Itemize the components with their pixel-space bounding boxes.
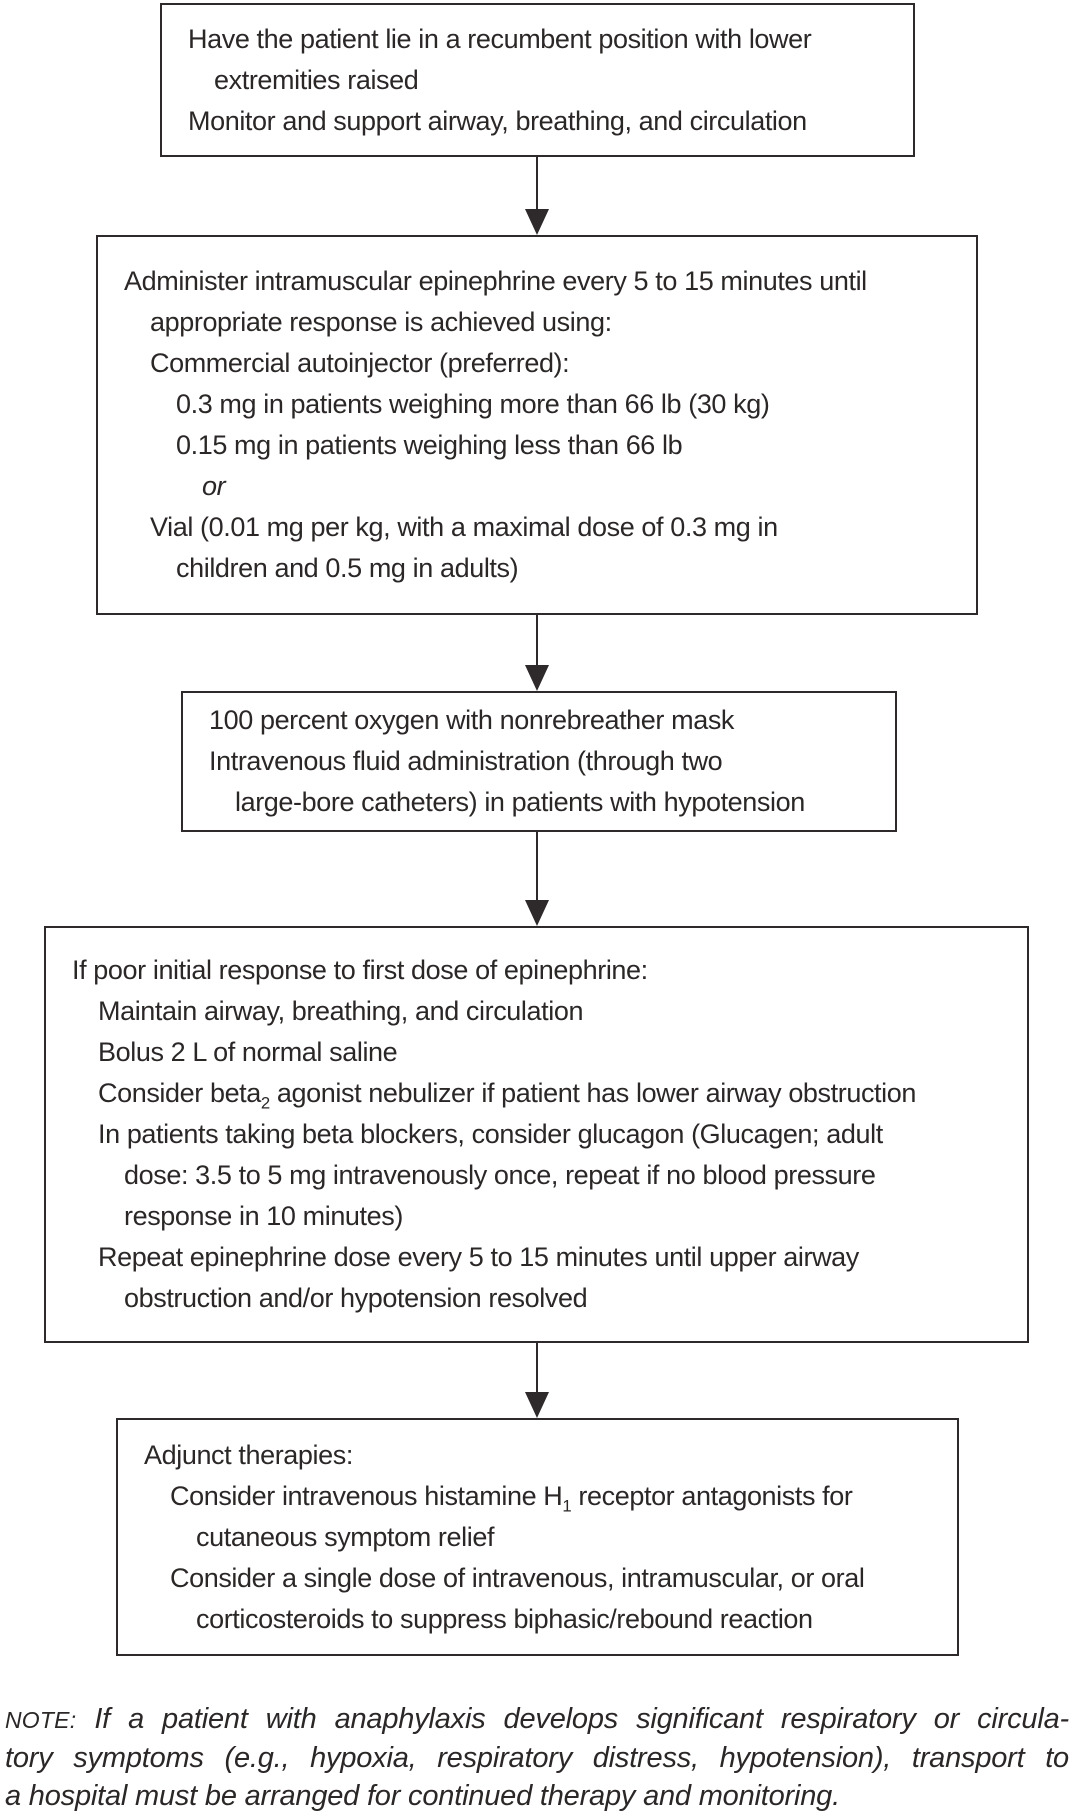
text-segment: a hospital must be arranged for continued therapy and monitoring.	[5, 1780, 840, 1812]
subscript-text: 1	[562, 1495, 572, 1515]
text-segment: extremities raised	[214, 64, 419, 95]
text-segment: 0.3 mg in patients weighing more than 66 lb (30 kg)	[176, 389, 770, 419]
text-segment: obstruction and/or hypotension resolved	[124, 1283, 588, 1313]
text-line	[144, 1435, 949, 1476]
text-line	[72, 1032, 1019, 1073]
text-segment: large-bore catheters) in patients with hypotension	[235, 787, 805, 817]
down-arrow	[524, 157, 550, 235]
arrow-shaft	[536, 615, 538, 665]
arrow-head-icon	[525, 900, 549, 926]
text-line	[72, 991, 1019, 1032]
down-arrow	[524, 615, 550, 691]
arrow-head-icon	[525, 209, 549, 235]
flow-box-epinephrine-administration	[96, 235, 978, 615]
text-line	[5, 1739, 1069, 1777]
text-segment: Vial (0.01 mg per kg, with a maximal dose of 0.3 mg in	[150, 512, 778, 542]
text-line	[124, 507, 968, 548]
text-segment: tory symptoms (e.g., hypoxia, respiratory distress, hypotension), transport to	[5, 1742, 1069, 1774]
arrow-shaft	[536, 157, 538, 209]
text-line	[144, 1599, 949, 1640]
text-segment: receptor antagonists for	[571, 1480, 853, 1511]
text-segment: or	[202, 471, 226, 501]
down-arrow	[524, 1343, 550, 1418]
text-segment: If poor initial response to first dose of epinephrine:	[72, 955, 648, 985]
text-segment: cutaneous symptom relief	[196, 1521, 495, 1552]
down-arrow	[524, 832, 550, 926]
text-segment: agonist nebulizer if patient has lower airway obstruction	[269, 1078, 916, 1108]
arrow-head-icon	[525, 665, 549, 691]
text-segment: If a patient with anaphylaxis develops significant respiratory or circula-	[76, 1703, 1069, 1735]
text-segment: In patients taking beta blockers, consider glucagon (Glucagen; adult	[98, 1119, 883, 1149]
text-line	[124, 425, 968, 466]
text-line	[72, 1278, 1019, 1319]
text-line	[124, 548, 968, 589]
arrow-shaft	[536, 1343, 538, 1392]
text-line	[188, 19, 905, 60]
text-line	[209, 700, 887, 741]
footnote	[5, 1700, 1069, 1813]
text-segment: Consider beta	[98, 1078, 261, 1108]
text-line	[5, 1777, 1069, 1813]
text-segment: Maintain airway, breathing, and circulation	[98, 996, 584, 1026]
text-segment: Intravenous fluid administration (through two	[209, 746, 723, 776]
flow-box-poor-initial-response	[44, 926, 1029, 1343]
text-line	[188, 101, 905, 142]
flow-box-initial-care	[160, 3, 915, 157]
text-line	[144, 1558, 949, 1599]
arrow-head-icon	[525, 1392, 549, 1418]
text-line	[124, 466, 968, 507]
text-line	[72, 1114, 1019, 1155]
text-line	[144, 1476, 949, 1517]
text-line	[72, 950, 1019, 991]
text-line	[72, 1196, 1019, 1237]
text-line	[124, 384, 968, 425]
text-segment: dose: 3.5 to 5 mg intravenously once, repeat if no blood pressure	[124, 1160, 876, 1190]
text-line	[209, 782, 887, 823]
subscript-text: 2	[260, 1093, 270, 1113]
arrow-shaft	[536, 832, 538, 900]
text-segment: response in 10 minutes)	[124, 1201, 403, 1231]
text-segment: Consider a single dose of intravenous, intramuscular, or oral	[170, 1562, 865, 1593]
text-segment: Repeat epinephrine dose every 5 to 15 minutes until upper airway	[98, 1242, 859, 1272]
text-line	[5, 1700, 1069, 1739]
text-segment: appropriate response is achieved using:	[150, 307, 612, 337]
text-segment: Consider intravenous histamine H	[170, 1480, 563, 1511]
text-line	[72, 1237, 1019, 1278]
text-line	[124, 343, 968, 384]
text-segment: Commercial autoinjector (preferred):	[150, 348, 570, 378]
text-segment: children and 0.5 mg in adults)	[176, 553, 519, 583]
text-line	[188, 60, 905, 101]
text-segment: NOTE:	[5, 1707, 77, 1733]
text-segment: 100 percent oxygen with nonrebreather mask	[209, 705, 735, 735]
text-segment: Bolus 2 L of normal saline	[98, 1037, 398, 1067]
text-line	[209, 741, 887, 782]
flow-box-adjunct-therapies	[116, 1418, 959, 1656]
text-line	[124, 302, 968, 343]
text-line	[124, 261, 968, 302]
text-line	[72, 1073, 1019, 1114]
text-segment: 0.15 mg in patients weighing less than 66 lb	[176, 430, 683, 460]
text-segment: corticosteroids to suppress biphasic/rebound reaction	[196, 1603, 813, 1634]
text-segment: Have the patient lie in a recumbent position with lower	[188, 23, 812, 54]
text-segment: Administer intramuscular epinephrine every 5 to 15 minutes until	[124, 266, 867, 296]
text-segment: Monitor and support airway, breathing, and circulation	[188, 105, 807, 136]
flow-box-oxygen-and-fluids	[181, 691, 897, 832]
text-line	[144, 1517, 949, 1558]
text-line	[72, 1155, 1019, 1196]
text-segment: Adjunct therapies:	[144, 1439, 353, 1470]
